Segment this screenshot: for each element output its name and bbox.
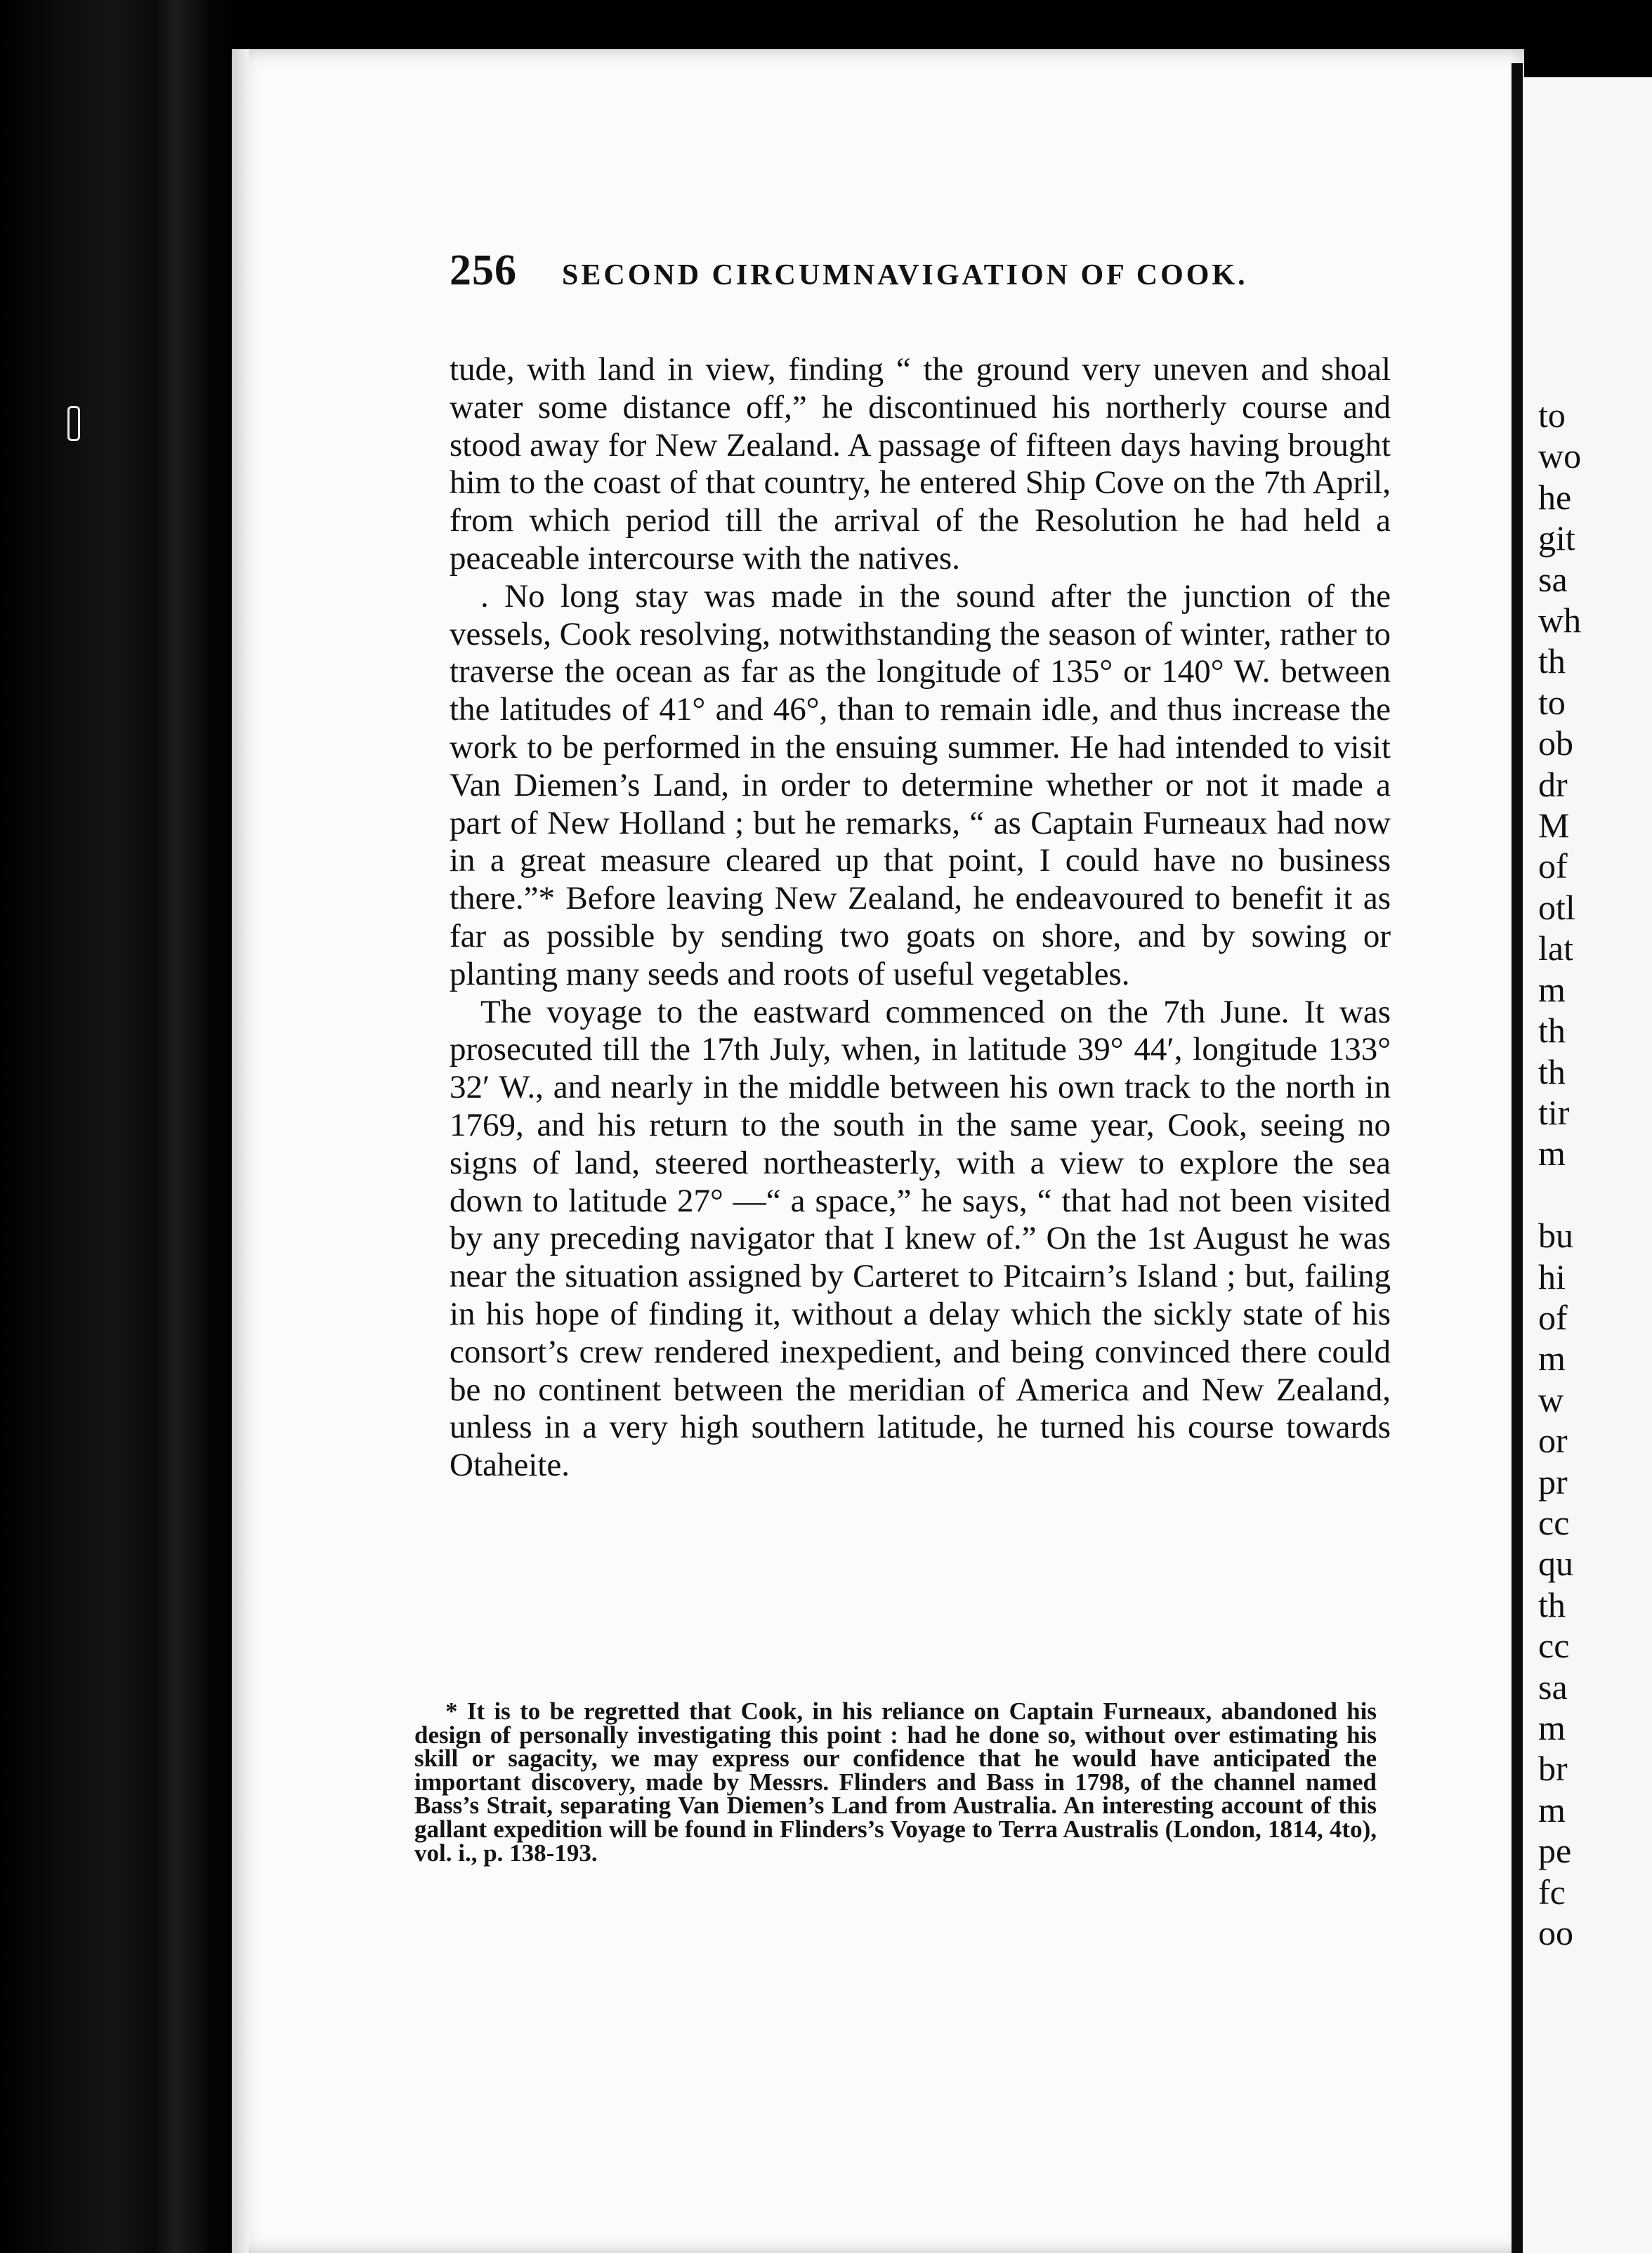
next-page-fragment-line: sa: [1538, 1667, 1568, 1707]
running-head: [450, 246, 1328, 302]
paragraph-3: The voyage to the eastward commenced on the 7th June. It was prosecuted till the 17th July, when, in latitude 39° 44′, longitude 133° 32′ W., and nearly in the middle between his own track to the north in 1769, and his return to the south in the same year, Cook, seeing no signs of land, steered northeasterly, with a view to explore the sea down to latitude 27° —“ a space,” he says, “ that had not been visited by any preceding navigator that I knew of.” On the 1st August he was near the situation assigned by Carteret to Pitcairn’s Island ; but, failing in his hope of finding it, without a delay which the sickly state of his consort’s crew rendered inexpedient, and being convinced there could be no continent between the meridian of America and New Zealand, unless in a very high southern latitude, he turned his course towards Otaheite.: [450, 993, 1391, 1484]
next-page-fragment-line: pr: [1538, 1462, 1568, 1502]
next-page-fragment-line: ob: [1538, 723, 1573, 763]
next-page-fragment-line: th: [1538, 1051, 1566, 1091]
body-text: [450, 351, 1391, 1485]
next-page-fragment-line: of: [1538, 1297, 1568, 1337]
gutter-mark: [67, 406, 80, 441]
next-page-fragment-line: sa: [1538, 559, 1568, 599]
next-page-fragment-line: m: [1538, 1708, 1566, 1747]
page-number: 256: [450, 247, 517, 294]
next-page-fragment-line: qu: [1538, 1544, 1573, 1584]
page-edge-shadow: [232, 49, 249, 2253]
next-page-fragments: [1538, 395, 1581, 1953]
next-page-fragment-line: git: [1538, 518, 1575, 558]
page-fold-shadow: [1512, 63, 1523, 2253]
next-page-fragment-line: tir: [1538, 1092, 1570, 1132]
next-page-fragment-line: w: [1538, 1379, 1564, 1419]
next-page-fragment-line: otl: [1538, 887, 1575, 927]
next-page-fragment-line: M: [1538, 806, 1570, 846]
next-page-fragment-line: cc: [1538, 1502, 1570, 1542]
footnote-text: * It is to be regretted that Cook, in his reliance on Captain Furneaux, abandoned his design of personally investigating this point : had he done so, without over estimating his skill or sagacity, we may express our confidence that he would have anticipated the important discovery, made by Messrs. Flinders and Bass in 1798, of the channel named Bass’s Strait, separating Van Diemen’s Land from Australia. An interesting account of this gallant expedition will be found in Flinders’s Voyage to Terra Australis (London, 1814, 4to), vol. i., p. 138-193.: [414, 1697, 1377, 1867]
running-title: SECOND CIRCUMNAVIGATION OF COOK.: [562, 259, 1248, 291]
next-page-fragment-line: th: [1538, 1011, 1566, 1051]
footnote: [414, 1697, 1377, 1867]
next-page-fragment-line: [1538, 1174, 1581, 1215]
next-page-fragment-line: th: [1538, 641, 1566, 681]
next-page-fragment-line: to: [1538, 682, 1566, 722]
next-page-fragment-line: wh: [1538, 600, 1582, 641]
next-page-fragment-line: lat: [1538, 928, 1573, 968]
next-page-fragment-line: pe: [1538, 1831, 1572, 1871]
paragraph-2: . No long stay was made in the sound after the junction of the vessels, Cook resolving, notwithstanding the season of winter, rather to traverse the ocean as far as the longitude of 135° or 140° W. between the latitudes of 41° and 46°, than to remain idle, and thus increase the work to be performed in the ensuing summer. He had intended to visit Van Diemen’s Land, in order to determine whether or not it made a part of New Holland ; but he remarks, “ as Captain Furneaux had now in a great measure cleared up that point, I could have no business there.”* Before leaving New Zealand, he endeavoured to benefit it as far as possible by sending two goats on shore, and by sowing or planting many seeds and roots of useful vegetables.: [450, 577, 1391, 992]
next-page-fragment-line: or: [1538, 1421, 1568, 1461]
next-page-fragment-line: th: [1538, 1584, 1566, 1624]
next-page-fragment-line: cc: [1538, 1626, 1570, 1666]
next-page-fragment-line: dr: [1538, 764, 1568, 804]
next-page-fragment-line: bu: [1538, 1216, 1573, 1256]
next-page-fragment-line: m: [1538, 969, 1566, 1009]
next-page-fragment-line: fc: [1538, 1872, 1566, 1912]
next-page-fragment-line: m: [1538, 1339, 1566, 1379]
paragraph-1: tude, with land in view, finding “ the ground very uneven and shoal water some distance off,” he discontinued his northerly course and stood away for New Zealand. A passage of fifteen days having brought him to the coast of that country, he entered Ship Cove on the 7th April, from which period till the arrival of the Resolution he had held a peaceable intercourse with the natives.: [450, 351, 1391, 577]
next-page-fragment-line: hi: [1538, 1256, 1566, 1296]
next-page-fragment-line: of: [1538, 846, 1568, 886]
next-page-fragment-line: m: [1538, 1134, 1566, 1174]
next-page-fragment-line: oo: [1538, 1913, 1573, 1953]
book-binding-gutter: [0, 0, 239, 2253]
next-page-fragment-line: to: [1538, 395, 1566, 435]
next-page-fragment-line: br: [1538, 1749, 1568, 1789]
next-page-partial: [1523, 77, 1652, 2253]
next-page-fragment-line: m: [1538, 1789, 1566, 1830]
next-page-fragment-line: wo: [1538, 436, 1582, 476]
next-page-fragment-line: he: [1538, 477, 1572, 517]
